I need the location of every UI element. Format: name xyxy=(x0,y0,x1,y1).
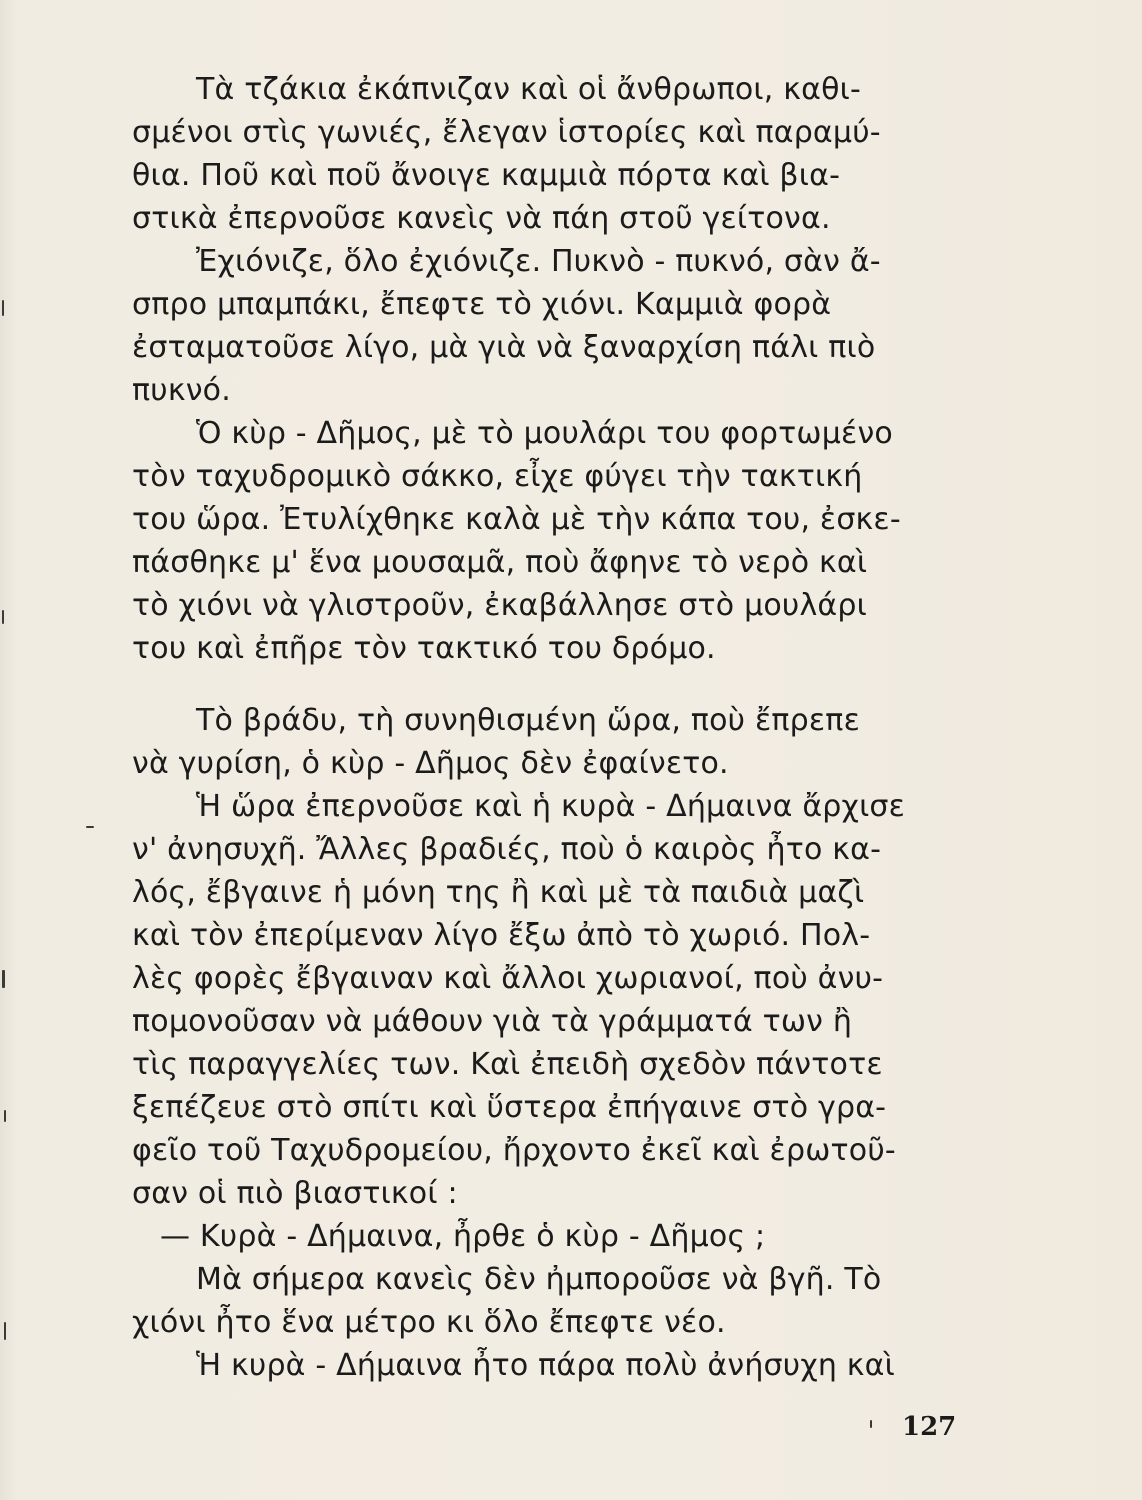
text-line: Τὰ τζάκια ἐκάπνιζαν καὶ οἱ ἄνθρωποι, καθι- xyxy=(196,72,862,107)
text-line: ν' ἀνησυχῆ. Ἄλλες βραδιές, ποὺ ὁ καιρὸς ἦτο κα- xyxy=(132,832,882,867)
text-line: καὶ τὸν ἐπερίμεναν λίγο ἔξω ἀπὸ τὸ χωριό. Πολ- xyxy=(132,918,871,953)
text-line: Τὸ βράδυ, τὴ συνηθισμένη ὥρα, ποὺ ἔπρεπε xyxy=(196,703,860,738)
margin-mark xyxy=(4,1322,6,1340)
text-line: σμένοι στὶς γωνιές, ἔλεγαν ἱστορίες καὶ παραμύ- xyxy=(132,115,881,150)
text-line: σπρο μπαμπάκι, ἔπεφτε τὸ χιόνι. Καμμιὰ φορὰ xyxy=(132,287,832,322)
text-line: Ἡ κυρὰ - Δήμαινα ἦτο πάρα πολὺ ἀνήσυχη καὶ xyxy=(196,1348,896,1383)
margin-mark xyxy=(4,1110,6,1122)
text-line: Ἡ ὥρα ἐπερνοῦσε καὶ ἡ κυρὰ - Δήμαινα ἄρχισε xyxy=(196,789,906,824)
speck-mark xyxy=(870,1420,872,1428)
text-line: τὸν ταχυδρομικὸ σάκκο, εἶχε φύγει τὴν τακτική xyxy=(132,459,863,494)
text-line: πυκνό. xyxy=(132,373,231,408)
text-line: — Κυρὰ - Δήμαινα, ἦρθε ὁ κὺρ - Δῆμος ; xyxy=(160,1219,766,1254)
text-line: λὲς φορὲς ἔβγαιναν καὶ ἄλλοι χωριανοί, ποὺ ἀνυ- xyxy=(132,961,884,996)
page-number: 127 xyxy=(902,1412,957,1442)
text-line: πομονοῦσαν νὰ μάθουν γιὰ τὰ γράμματά των ἢ xyxy=(132,1004,853,1039)
text-line: θια. Ποῦ καὶ ποῦ ἄνοιγε καμμιὰ πόρτα καὶ βια- xyxy=(132,158,841,193)
text-line: λός, ἔβγαινε ἡ μόνη της ἢ καὶ μὲ τὰ παιδιὰ μαζὶ xyxy=(132,875,865,910)
speck-mark xyxy=(86,826,94,828)
margin-mark xyxy=(2,610,4,624)
text-line: πάσθηκε μ' ἕνα μουσαμᾶ, ποὺ ἄφηνε τὸ νερὸ καὶ xyxy=(132,545,868,580)
text-line: χιόνι ἦτο ἕνα μέτρο κι ὅλο ἔπεφτε νέο. xyxy=(132,1305,726,1340)
text-line: Ἐχιόνιζε, ὅλο ἐχιόνιζε. Πυκνὸ - πυκνό, σὰν ἄ- xyxy=(196,244,881,279)
text-line: σαν οἱ πιὸ βιαστικοί : xyxy=(132,1176,458,1211)
text-line: νὰ γυρίση, ὁ κὺρ - Δῆμος δὲν ἐφαίνετο. xyxy=(132,746,729,781)
margin-mark xyxy=(2,300,4,316)
text-line: Μὰ σήμερα κανεὶς δὲν ἠμποροῦσε νὰ βγῆ. Τὸ xyxy=(196,1262,882,1297)
text-line: φεῖο τοῦ Ταχυδρομείου, ἤρχοντο ἐκεῖ καὶ ἐρωτοῦ- xyxy=(132,1133,896,1168)
text-line: στικὰ ἐπερνοῦσε κανεὶς νὰ πάη στοῦ γείτονα. xyxy=(132,201,831,236)
text-line: ξεπέζευε στὸ σπίτι καὶ ὕστερα ἐπήγαινε στὸ γρα- xyxy=(132,1090,887,1125)
text-line: του καὶ ἐπῆρε τὸν τακτικό του δρόμο. xyxy=(132,631,716,666)
text-line: του ὥρα. Ἐτυλίχθηκε καλὰ μὲ τὴν κάπα του, ἐσκε- xyxy=(132,502,901,537)
margin-mark xyxy=(2,970,5,988)
text-line: ἐσταματοῦσε λίγο, μὰ γιὰ νὰ ξαναρχίση πάλι πιὸ xyxy=(132,330,876,365)
text-line: Ὁ κὺρ - Δῆμος, μὲ τὸ μουλάρι του φορτωμένο xyxy=(196,416,893,451)
text-line: τὶς παραγγελίες των. Καὶ ἐπειδὴ σχεδὸν πάντοτε xyxy=(132,1047,883,1082)
text-line: τὸ χιόνι νὰ γλιστροῦν, ἐκαβάλλησε στὸ μουλάρι xyxy=(132,588,867,623)
